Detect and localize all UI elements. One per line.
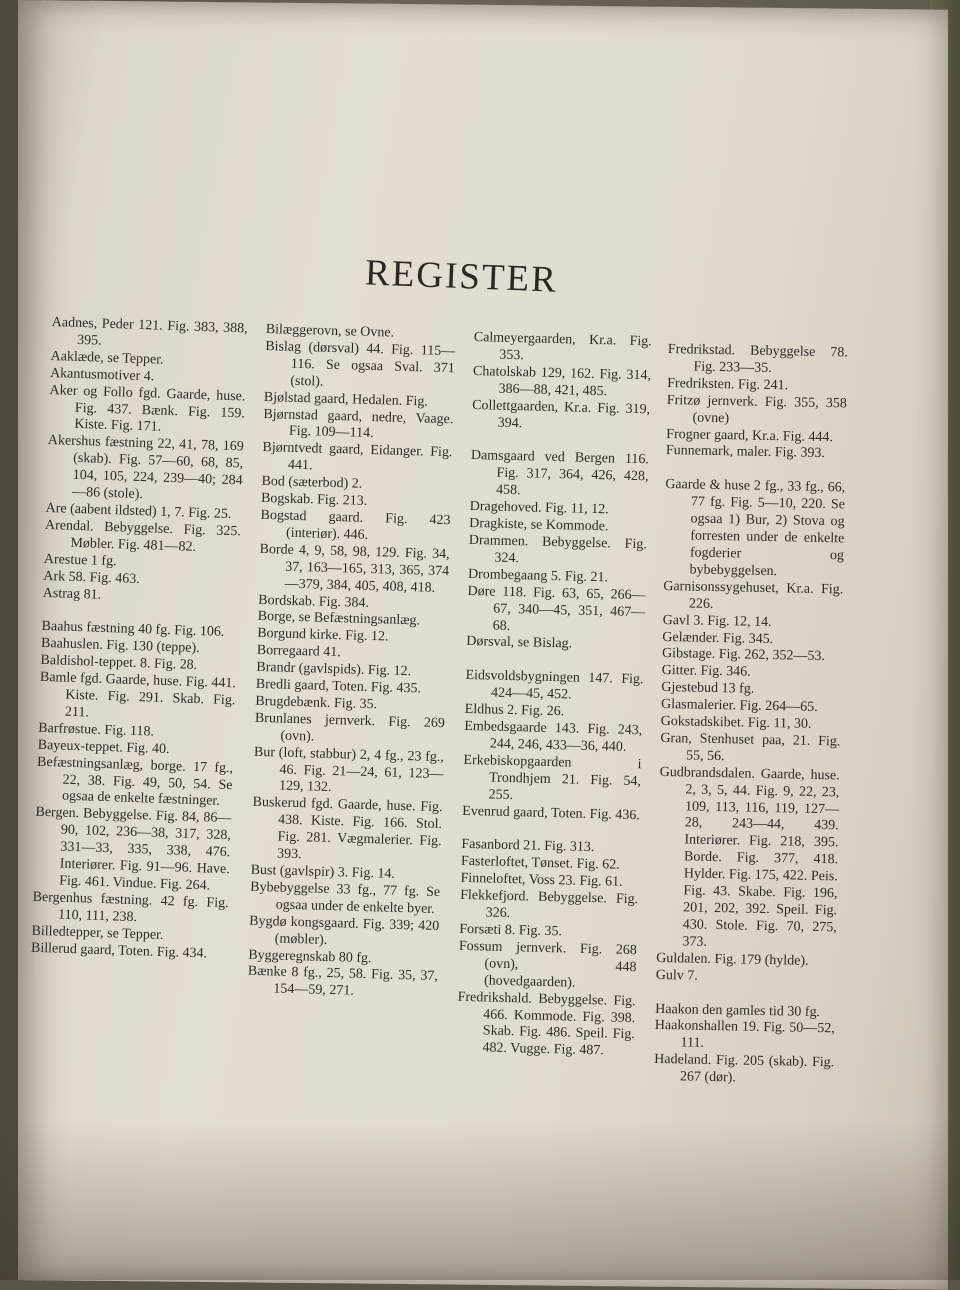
index-entry: Borge, se Befæstningsanlæg. <box>257 609 421 629</box>
index-entry: Garnisonssygehuset, Kr.a. Fig. 226. <box>663 578 844 612</box>
index-entry: Døre 118. Fig. 63, 65, 266—67, 340—45, 351, 467—68. <box>467 583 646 634</box>
index-entry: Fredrikshald. Bebyggelse. Fig. 466. Kommode. Fig. 398. Skab. Fig. 486. Speil. Fig. 482. Vugge. Fig. 487. <box>457 989 636 1059</box>
page-title: REGISTER <box>364 252 559 301</box>
index-entry: Bilæggerovn, se Ovne. <box>265 322 395 341</box>
index-entry: Are (aabent ildsted) 1, 7. Fig. 25. <box>45 500 232 523</box>
index-entry: Gibstage. Fig. 262, 352—53. <box>661 646 826 665</box>
index-entry: Fasanbord 21. Fig. 313. <box>461 837 595 856</box>
index-entry: Finneloftet, Voss 23. Fig. 61. <box>460 871 623 891</box>
index-entry: Aker og Follo fgd. Gaarde, huse. Fig. 437. Bænk. Fig. 159. Kiste. Fig. 171. <box>49 382 246 436</box>
index-entry: Borregaard 41. <box>256 643 341 661</box>
index-entry: Ark 58. Fig. 463. <box>43 568 140 587</box>
index-entry: Dørsval, se Bislag. <box>466 634 573 652</box>
index-entry: Fritzø jernverk. Fig. 355, 358 (ovne) <box>666 392 847 426</box>
index-entry: Byggeregnskab 80 fg. <box>248 947 372 966</box>
index-entry: Gulv 7. <box>655 967 698 984</box>
index-entry: Baldishol-teppet. 8. Fig. 28. <box>40 653 198 674</box>
index-entry: Bordskab. Fig. 384. <box>258 592 370 611</box>
index-column-2 <box>247 322 456 1003</box>
index-entry: Eldhus 2. Fig. 26. <box>464 702 565 720</box>
index-entry: Bredli gaard, Toten. Fig. 435. <box>255 676 422 697</box>
index-entry: Brunlanes jernverk. Fig. 269 (ovn). <box>254 710 446 745</box>
index-entry: Akantusmotiver 4. <box>49 365 155 385</box>
index-entry: Befæstningsanlæg, borge. 17 fg., 22, 38. Fig. 49, 50, 54. Se ogsaa de enkelte fæstninger. <box>36 754 234 810</box>
index-entry: Flekkefjord. Bebyggelse. Fig. 326. <box>459 888 639 922</box>
index-entry: Bybebyggelse 33 fg., 77 fg. Se ogsaa under de enkelte byer. <box>250 879 441 917</box>
index-entry: Bænke 8 fg., 25, 58. Fig. 35, 37, 154—59, 271. <box>247 964 438 1000</box>
index-entry: Bjølstad gaard, Hedalen. Fig. <box>263 389 429 410</box>
index-entry: Gaarde & huse 2 fg., 33 fg., 66, 77 fg. Fig. 5—10, 220. Se ogsaa 1) Bur, 2) Stova og forresten under de enkelte fogderier og bybebyggelsen. <box>665 477 846 580</box>
index-entry: Bergenhus fæstning. 42 fg. Fig. 110, 111, 238. <box>32 889 229 925</box>
index-entry: Baahus fæstning 40 fg. Fig. 106. <box>41 619 225 641</box>
index-entry: Frogner gaard, Kr.a. Fig. 444. <box>666 426 834 445</box>
index-entry: Bergen. Bebyggelse. Fig. 84, 86—90, 102, 236—38, 317, 328, 331—33, 335, 338, 476. Interiører. Fig. 91—96. Have. Fig. 461. Vindue. Fig. 264. <box>35 805 232 894</box>
index-entry: Drombegaang 5. Fig. 21. <box>467 566 609 586</box>
index-entry: Gavl 3. Fig. 12, 14. <box>662 612 772 630</box>
index-entry: Fredrikstad. Bebyggelse 78. Fig. 233—35. <box>667 342 848 376</box>
index-entry: Arendal. Bebyggelse. Fig. 325. Møbler. Fig. 481—82. <box>44 517 242 555</box>
index-entry: Barfrøstue. Fig. 118. <box>38 720 155 740</box>
index-entry: Brugdebænk. Fig. 35. <box>255 693 378 713</box>
index-column-4 <box>654 342 848 1089</box>
index-entry: Arestue 1 fg. <box>43 551 117 569</box>
index-entry: Eidsvoldsbygningen 147. Fig. 424—45, 452. <box>465 668 644 703</box>
index-entry: Glasmalerier. Fig. 264—65. <box>660 697 818 716</box>
index-entry: Bust (gavlspir) 3. Fig. 14. <box>250 862 396 882</box>
index-entry: Aaklæde, se Tepper. <box>50 348 164 368</box>
index-entry: Bygdø kongsgaard. Fig. 339; 420 (møbler). <box>249 913 440 948</box>
index-entry: Calmeyergaarden, Kr.a. Fig. 353. <box>473 330 652 364</box>
index-entry: Bamle fgd. Gaarde, huse. Fig. 441. Kiste. Fig. 291. Skab. Fig. 211. <box>39 669 237 721</box>
index-entry: Bur (loft, stabbur) 2, 4 fg., 23 fg., 46. Fig. 21—24, 61, 123—129, 132. <box>253 744 445 796</box>
index-entry: Bayeux-teppet. Fig. 40. <box>37 737 170 757</box>
index-entry: Astrag 81. <box>42 585 102 603</box>
index-entry: Borgund kirke. Fig. 12. <box>257 626 389 645</box>
index-entry: Borde 4, 9, 58, 98, 129. Fig. 34, 37, 163—165, 313, 365, 374—379, 384, 405, 408, 418. <box>259 541 450 596</box>
index-entry: Billedtepper, se Tepper. <box>31 923 164 943</box>
index-entry: Brandr (gavlspids). Fig. 12. <box>256 659 412 680</box>
index-entry: Akershus fæstning 22, 41, 78, 169 (skab). Fig. 57—60, 68, 85, 104, 105, 224, 239—40; 284—86 (stole). <box>47 433 244 503</box>
index-entry: Gokstadskibet. Fig. 11, 30. <box>660 713 812 732</box>
index-entry: Guldalen. Fig. 179 (hylde). <box>656 950 809 969</box>
index-entry: Bjørntvedt gaard, Eidanger. Fig. 441. <box>262 440 453 474</box>
index-entry: Forsæti 8. Fig. 35. <box>459 921 563 940</box>
index-entry: Billerud gaard, Toten. Fig. 434. <box>30 940 208 962</box>
index-entry: Dragkiste, se Kommode. <box>469 516 609 535</box>
index-entry: Embedsgaarde 143. Fig. 243, 244, 246, 433—36, 440. <box>464 718 643 755</box>
index-entry: Fasterloftet, Tønset. Fig. 62. <box>460 854 620 874</box>
index-entry: Funnemark, maler. Fig. 393. <box>665 443 826 462</box>
index-entry: Bogstad gaard. Fig. 423 (interiør). 446. <box>260 507 451 543</box>
index-entry: Buskerud fgd. Gaarde, huse. Fig. 438. Kiste. Fig. 166. Stol. Fig. 281. Vægmalerier. Fig. 393. <box>252 795 443 863</box>
index-entry: Gelænder. Fig. 345. <box>662 629 774 647</box>
index-entry: Dragehoved. Fig. 11, 12. <box>469 499 609 518</box>
index-column-3 <box>456 330 652 1061</box>
index-entry: Evenrud gaard, Toten. Fig. 436. <box>462 803 641 823</box>
index-entry: Hadeland. Fig. 205 (skab). Fig. 267 (dør). <box>654 1052 835 1086</box>
index-entry: Gran, Stenhuset paa, 21. Fig. 55, 56. <box>660 730 841 765</box>
index-entry: Chatolskab 129, 162. Fig. 314, 386—88, 421, 485. <box>472 363 652 399</box>
index-entry: Fredriksten. Fig. 241. <box>667 375 789 394</box>
index-entry: Bislag (dørsval) 44. Fig. 115—116. Se ogsaa Sval. 371 (stol). <box>265 338 456 390</box>
index-entry: Gudbrandsdalen. Gaarde, huse. 2, 3, 5, 44. Fig. 9, 22, 23, 109, 113, 116, 119, 127—28, 243—44, 439. Interiører. Fig. 218, 395. Borde. Fig. 377, 418. Hylder. Fig. 175, 422. Peis. Fig. 43. Skabe. Fig. 196, 201, 202, 392. Speil. Fig. 430. Stole. Fig. 70, 275, 373. <box>659 764 840 950</box>
index-entry: Bjørnstad gaard, nedre, Vaage. Fig. 109—114. <box>263 406 454 442</box>
index-entry: Gjestebud 13 fg. <box>661 680 755 697</box>
index-entry: Erkebiskopgaarden i Trondhjem 21. Fig. 54, 255. <box>463 752 642 803</box>
index-entry: Bogskab. Fig. 213. <box>260 490 368 509</box>
index-entry: Damsgaard ved Bergen 116. Fig. 317, 364, 426, 428, 458. <box>470 448 650 499</box>
index-column-1 <box>31 315 248 964</box>
index-entry: Fossum jernverk. Fig. 268 (ovn), 448 (hovedgaarden). <box>458 938 638 991</box>
index-entry: Haakon den gamles tid 30 fg. <box>655 1001 821 1020</box>
index-entry: Haakonshallen 19. Fig. 50—52, 111. <box>654 1018 835 1052</box>
index-entry: Collettgaarden, Kr.a. Fig. 319, 394. <box>471 397 651 431</box>
index-entry: Baahuslen. Fig. 130 (teppe). <box>40 636 200 657</box>
index-entry: Gitter. Fig. 346. <box>661 663 751 680</box>
index-entry: Bod (sæterbod) 2. <box>261 474 363 492</box>
index-entry: Aadnes, Peder 121. Fig. 383, 388, 395. <box>51 315 248 349</box>
index-entry: Drammen. Bebyggelse. Fig. 324. <box>468 532 647 567</box>
